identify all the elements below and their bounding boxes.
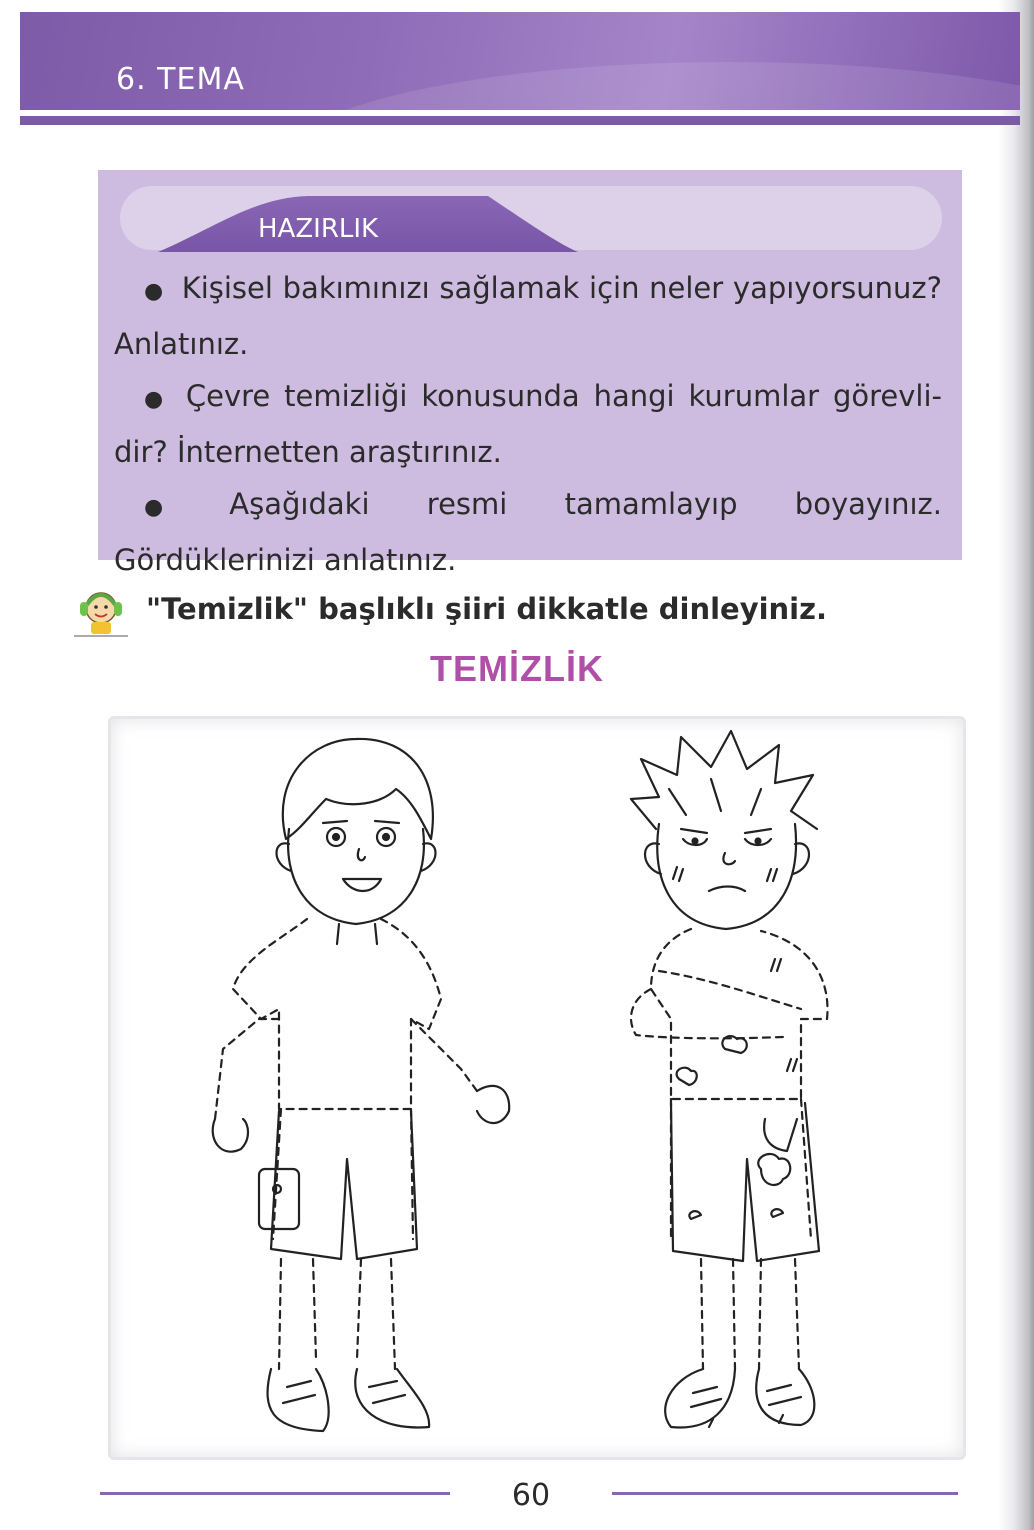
theme-header bbox=[20, 12, 1020, 110]
theme-title: 6. TEMA bbox=[116, 62, 245, 97]
footer-divider-right bbox=[612, 1492, 958, 1495]
preparation-label: HAZIRLIK bbox=[258, 214, 379, 244]
instruction-text: "Temizlik" başlıklı şiiri dikkatle dinleyiniz. bbox=[146, 592, 828, 626]
preparation-item: ● Aşağıdaki resmi tamamlayıp boyayınız. Gördüklerinizi anlatınız. bbox=[114, 487, 942, 577]
preparation-item: ● Kişisel bakımınızı sağlamak için neler yapıyorsunuz? Anlatınız. bbox=[114, 271, 942, 361]
bullet-icon: ● bbox=[144, 495, 212, 520]
preparation-item: ● Çevre temizliği konusunda hangi kurumlar görevlidir? İnternetten araştırınız. bbox=[114, 379, 942, 469]
listening-child-icon bbox=[74, 586, 132, 640]
poem-title: TEMİZLİK bbox=[430, 648, 604, 689]
bullet-icon: ● bbox=[144, 387, 168, 412]
header-divider bbox=[20, 116, 1020, 125]
preparation-list bbox=[114, 262, 942, 586]
bullet-icon: ● bbox=[144, 279, 164, 304]
dirty-boy-figure bbox=[631, 731, 827, 1427]
clean-boy-figure bbox=[213, 739, 509, 1431]
page-number: 60 bbox=[511, 1478, 551, 1513]
coloring-illustration bbox=[108, 716, 966, 1460]
book-spine-shadow bbox=[998, 0, 1034, 1530]
